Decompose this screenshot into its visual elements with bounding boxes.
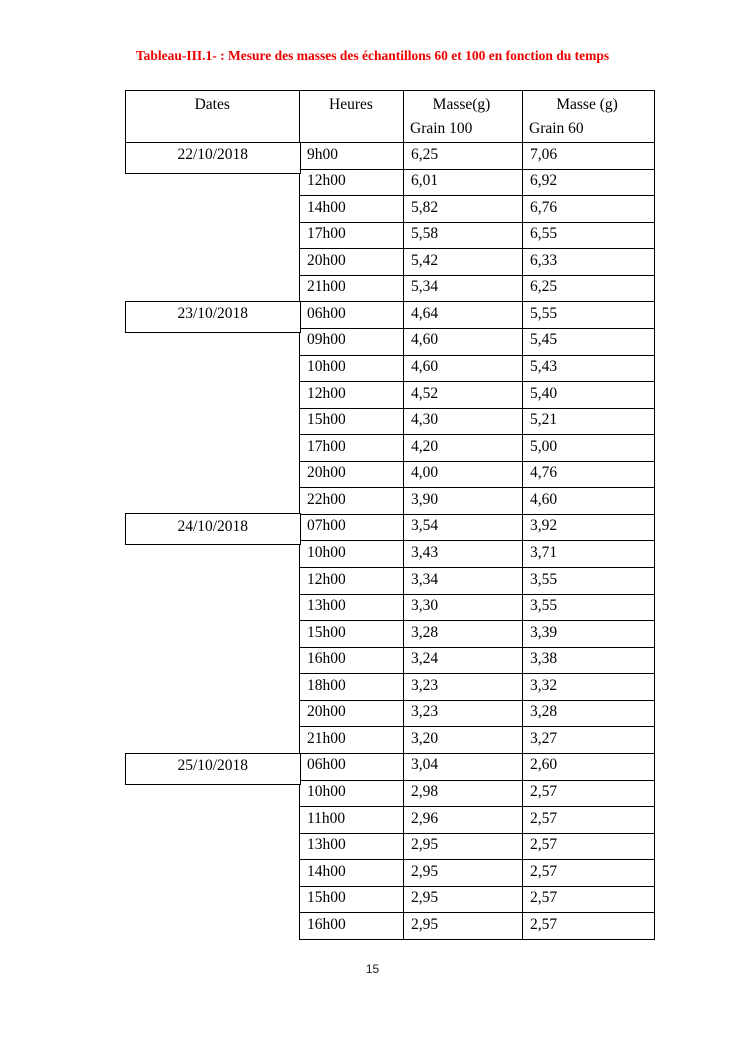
table-row [299,249,655,276]
masse-grain100-cell: 5,42 [403,249,522,276]
masse-grain60-cell: 3,27 [522,727,655,754]
table-row [299,887,655,914]
heure-cell: 10h00 [299,781,403,808]
masse-grain100-cell: 2,95 [403,860,522,887]
heure-cell: 13h00 [299,595,403,622]
masse-grain100-cell: 3,90 [403,488,522,515]
heure-cell: 09h00 [299,329,403,356]
heure-cell: 12h00 [299,170,403,197]
masse-grain60-cell: 3,39 [522,621,655,648]
masse-grain100-cell: 3,34 [403,568,522,595]
masse-grain100-cell: 6,01 [403,170,522,197]
table-row [299,807,655,834]
masse-grain60-cell: 2,57 [522,834,655,861]
header-masse100-line1: Masse(g) [432,96,491,113]
table-header-row [125,90,655,143]
masse-grain100-cell: 3,20 [403,727,522,754]
masse-grain60-cell: 3,28 [522,701,655,728]
masse-grain60-cell: 4,76 [522,462,655,489]
table-row [299,834,655,861]
masse-grain60-cell: 2,57 [522,781,655,808]
masse-grain100-cell: 5,58 [403,223,522,250]
masse-grain60-cell: 7,06 [522,143,655,170]
table-row [299,541,655,568]
data-table [125,90,655,940]
masse-grain60-cell: 5,55 [522,302,655,329]
masse-grain100-cell: 4,52 [403,382,522,409]
header-heures: Heures [329,96,373,113]
date-cell: 23/10/2018 [125,301,301,333]
header-masse-grain60 [522,91,652,141]
masse-grain60-cell: 5,21 [522,409,655,436]
table-body [299,143,655,940]
header-dates: Dates [194,96,230,113]
masse-grain60-cell: 2,60 [522,754,655,781]
table-row [299,781,655,808]
heure-cell: 21h00 [299,276,403,303]
heure-cell: 17h00 [299,435,403,462]
heure-cell: 06h00 [299,754,403,781]
masse-grain60-cell: 6,92 [522,170,655,197]
table-row [299,302,655,329]
masse-grain60-cell: 5,00 [522,435,655,462]
masse-grain100-cell: 4,30 [403,409,522,436]
table-row [299,568,655,595]
masse-grain100-cell: 5,34 [403,276,522,303]
masse-grain60-cell: 3,92 [522,515,655,542]
table-row [299,727,655,754]
masse-grain100-cell: 3,43 [403,541,522,568]
heure-cell: 18h00 [299,674,403,701]
masse-grain100-cell: 3,23 [403,674,522,701]
heure-cell: 20h00 [299,462,403,489]
heure-cell: 07h00 [299,515,403,542]
masse-grain60-cell: 3,38 [522,648,655,675]
table-row [299,170,655,197]
masse-grain60-cell: 2,57 [522,860,655,887]
heure-cell: 10h00 [299,356,403,383]
masse-grain60-cell: 6,33 [522,249,655,276]
heure-cell: 15h00 [299,887,403,914]
masse-grain60-cell: 2,57 [522,887,655,914]
heure-cell: 14h00 [299,860,403,887]
table-row [299,435,655,462]
table-row [299,488,655,515]
masse-grain60-cell: 3,55 [522,595,655,622]
masse-grain100-cell: 4,64 [403,302,522,329]
masse-grain100-cell: 3,24 [403,648,522,675]
table-row [299,648,655,675]
header-masse100-line2: Grain 100 [410,120,473,137]
date-cell: 22/10/2018 [125,142,301,174]
masse-grain100-cell: 4,60 [403,329,522,356]
heure-cell: 16h00 [299,913,403,940]
masse-grain60-cell: 5,45 [522,329,655,356]
header-masse-grain100 [403,91,520,141]
masse-grain60-cell: 6,55 [522,223,655,250]
table-row [299,409,655,436]
heure-cell: 06h00 [299,302,403,329]
table-row [299,276,655,303]
masse-grain60-cell: 3,71 [522,541,655,568]
table-row [299,356,655,383]
masse-grain60-cell: 5,40 [522,382,655,409]
heure-cell: 9h00 [299,143,403,170]
masse-grain60-cell: 5,43 [522,356,655,383]
masse-grain60-cell: 6,76 [522,196,655,223]
masse-grain60-cell: 3,32 [522,674,655,701]
masse-grain100-cell: 3,54 [403,515,522,542]
heure-cell: 21h00 [299,727,403,754]
masse-grain100-cell: 2,95 [403,887,522,914]
page-number: 15 [365,962,380,976]
masse-grain60-cell: 2,57 [522,807,655,834]
heure-cell: 12h00 [299,382,403,409]
heure-cell: 20h00 [299,249,403,276]
heure-cell: 15h00 [299,409,403,436]
masse-grain100-cell: 3,23 [403,701,522,728]
table-row [299,701,655,728]
table-row [299,515,655,542]
heure-cell: 17h00 [299,223,403,250]
masse-grain60-cell: 6,25 [522,276,655,303]
heure-cell: 13h00 [299,834,403,861]
masse-grain100-cell: 5,82 [403,196,522,223]
masse-grain100-cell: 3,04 [403,754,522,781]
table-row [299,913,655,940]
heure-cell: 14h00 [299,196,403,223]
masse-grain100-cell: 2,98 [403,781,522,808]
masse-grain100-cell: 2,96 [403,807,522,834]
table-row [299,621,655,648]
header-masse60-line1: Masse (g) [556,96,618,113]
masse-grain60-cell: 4,60 [522,488,655,515]
table-row [299,143,655,170]
masse-grain100-cell: 3,30 [403,595,522,622]
masse-grain100-cell: 3,28 [403,621,522,648]
table-row [299,223,655,250]
table-row [299,754,655,781]
table-row [299,462,655,489]
table-row [299,329,655,356]
masse-grain100-cell: 2,95 [403,834,522,861]
heure-cell: 10h00 [299,541,403,568]
header-masse60-line2: Grain 60 [529,120,584,137]
table-caption: Tableau-III.1- : Mesure des masses des échantillons 60 et 100 en fonction du temps [135,48,610,63]
masse-grain100-cell: 6,25 [403,143,522,170]
heure-cell: 12h00 [299,568,403,595]
table-row [299,674,655,701]
date-cell: 25/10/2018 [125,753,301,785]
heure-cell: 15h00 [299,621,403,648]
heure-cell: 11h00 [299,807,403,834]
date-cell: 24/10/2018 [125,513,301,545]
heure-cell: 20h00 [299,701,403,728]
table-row [299,382,655,409]
table-row [299,860,655,887]
masse-grain100-cell: 4,20 [403,435,522,462]
table-row [299,595,655,622]
heure-cell: 16h00 [299,648,403,675]
table-row [299,196,655,223]
masse-grain60-cell: 2,57 [522,913,655,940]
heure-cell: 22h00 [299,488,403,515]
masse-grain100-cell: 4,60 [403,356,522,383]
masse-grain100-cell: 4,00 [403,462,522,489]
masse-grain100-cell: 2,95 [403,913,522,940]
masse-grain60-cell: 3,55 [522,568,655,595]
